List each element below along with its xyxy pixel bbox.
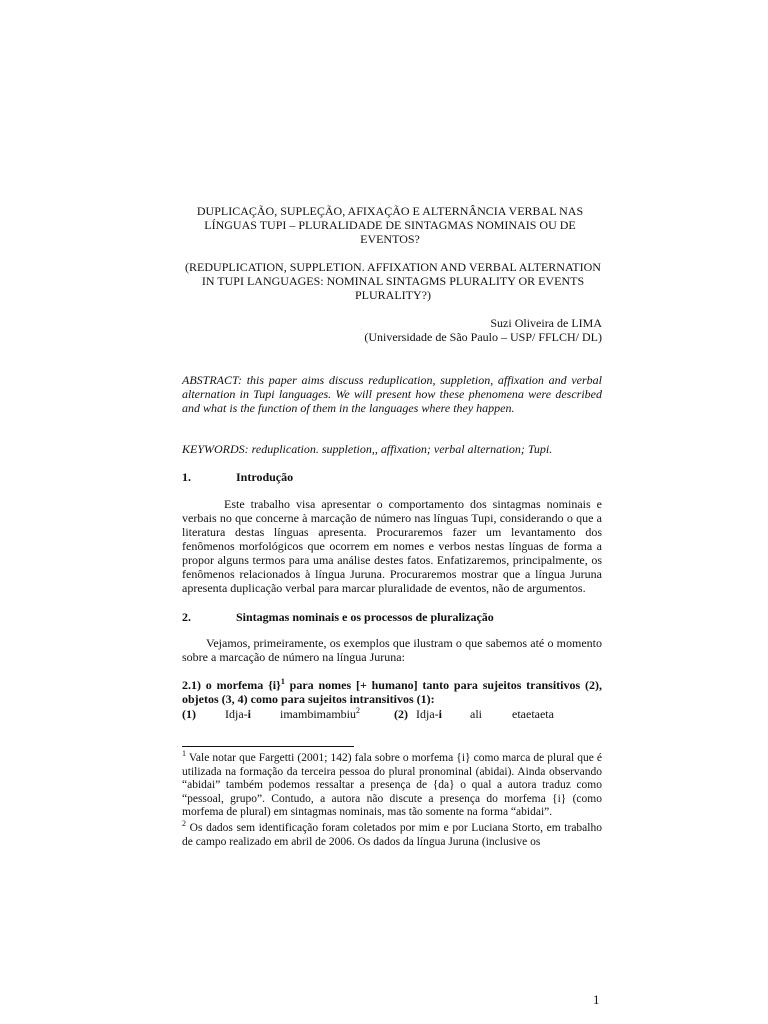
subsection-rest: para nomes [+ humano] tanto para sujeitos transitivos (2), objetos (3, 4) como para sujeitos intransitivos (1): (182, 678, 602, 706)
author-affiliation: (Universidade de São Paulo – USP/ FFLCH/ DL) (364, 330, 602, 344)
example-2-suffix: i (438, 707, 442, 721)
keywords: KEYWORDS: reduplication. suppletion,, affixation; verbal alternation; Tupi. (182, 442, 553, 456)
section-2-heading (182, 610, 602, 624)
footnote-ref-2: 2 (356, 706, 360, 715)
section-2-paragraph: Vejamos, primeiramente, os exemplos que ilustram o que sabemos até o momento sobre a marcação de número na língua Juruna: (182, 636, 602, 664)
paper-title (190, 204, 590, 246)
section-1-title: Introdução (236, 470, 294, 484)
section-1-paragraph: Este trabalho visa apresentar o comportamento dos sintagmas nominais e verbais no que concerne à marcação de número nas línguas Tupi, considerando o que a literatura destas línguas apresenta. Procuraremos fazer um levantamento dos fenômenos morfológicos que ocorrem em nomes e verbos nestas línguas de forma a propor alguns termos para uma análise destes fatos. Enfatizaremos, principalmente, os fenômenos relacionados à língua Juruna. Procuraremos mostrar que a língua Juruna apresenta duplicação verbal para marcar pluralidade de eventos, não de argumentos. (182, 497, 602, 595)
footnote-2-number: 2 (182, 819, 186, 829)
author-name: Suzi Oliveira de LIMA (490, 316, 602, 330)
section-2-number: 2. (182, 610, 191, 624)
footnote-1 (182, 749, 602, 820)
paper-subtitle-line-2: IN TUPI LANGUAGES: NOMINAL SINTAGMS PLURALITY OR EVENTS (201, 274, 585, 288)
subsection-prefix: 2.1) o morfema {i} (182, 678, 281, 692)
footnote-separator (182, 746, 354, 747)
footnote-2 (182, 819, 602, 849)
page-number: 1 (593, 992, 600, 1007)
example-2-stem: Idja- (416, 707, 439, 721)
example-2-label: (2) (394, 707, 408, 721)
example-1-label: (1) (182, 707, 196, 721)
author-block (300, 316, 602, 344)
section-2-title: Sintagmas nominais e os processos de pluralização (236, 610, 494, 624)
example-1-word-1 (225, 707, 251, 721)
paper-title-line-2: LÍNGUAS TUPI – PLURALIDADE DE SINTAGMAS NOMINAIS OU DE (204, 218, 576, 232)
paper-subtitle-line-3: PLURALITY?) (355, 288, 431, 302)
example-2-word-2: ali (470, 707, 482, 721)
example-2-word-3: etaetaeta (512, 707, 554, 721)
paper-subtitle (178, 260, 608, 302)
footnote-1-text: Vale notar que Fargetti (2001; 142) fala sobre o morfema {i} como marca de plural que é utilizada na formação da terceira pessoa do plural pronominal (abidai). Ainda observando “abidai” também podemos ressaltar a presença de {da} o qual a autora traduz como “pessoal, grupo”. Contudo, a autora não discute a presença do morfema {i} (como morfema de plural) em sintagmas nominais, mas tão somente na forma “abidai”. (182, 752, 602, 818)
paper-title-line-3: EVENTOS? (360, 232, 420, 246)
footnote-1-number: 1 (182, 749, 186, 759)
section-1-heading (182, 470, 602, 484)
subsection-2-1-heading (182, 678, 602, 706)
paper-subtitle-line-1: (REDUPLICATION, SUPPLETION. AFFIXATION AND VERBAL ALTERNATION (185, 260, 601, 274)
footnote-2-text: Os dados sem identificação foram coletados por mim e por Luciana Storto, em trabalho de campo realizado em abril de 2006. Os dados da língua Juruna (inclusive os (182, 822, 602, 848)
abstract: ABSTRACT: this paper aims discuss reduplication, suppletion, affixation and verbal alternation in Tupi languages. We will present how these phenomena were described and what is the function of them in the languages where they happen. (182, 373, 602, 415)
example-1-word-2 (280, 707, 360, 721)
example-1-suffix: i (247, 707, 251, 721)
section-1-number: 1. (182, 470, 191, 484)
example-1-gloss-word: imambimambiu (280, 707, 356, 721)
example-2-word-1 (416, 707, 442, 721)
paper-title-line-1: DUPLICAÇÃO, SUPLEÇÃO, AFIXAÇÃO E ALTERNÂNCIA VERBAL NAS (196, 204, 584, 218)
footnote-ref-1: 1 (280, 677, 285, 686)
example-1-stem: Idja- (225, 707, 248, 721)
